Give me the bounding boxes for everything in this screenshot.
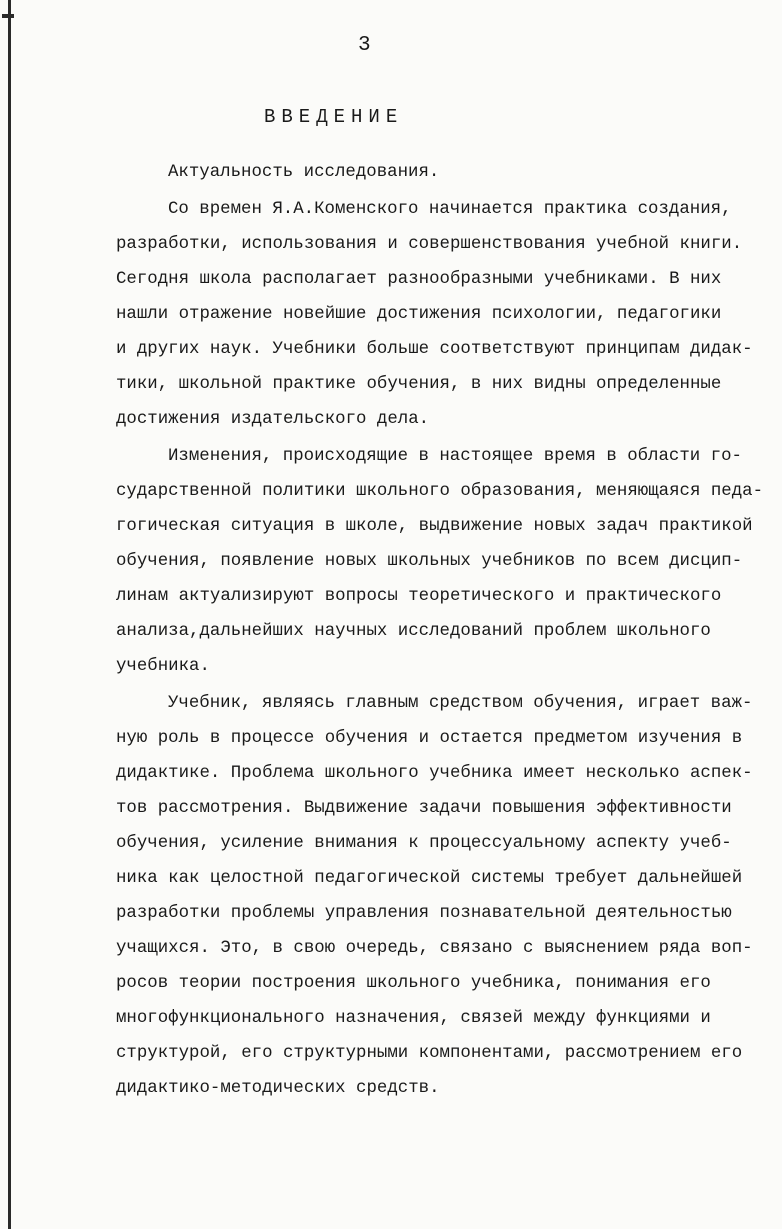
text-line: и других наук. Учебники больше соответствуют принципам дидак- — [116, 340, 753, 359]
page-edge-binding-line — [8, 0, 11, 1229]
text-line: разработки проблемы управления познавательной деятельностью — [116, 904, 732, 923]
text-line: тов рассмотрения. Выдвижение задачи повышения эффективности — [116, 799, 732, 818]
text-line: Сегодня школа располагает разнообразными учебниками. В них — [116, 270, 722, 289]
text-line: Изменения, происходящие в настоящее время в области го- — [168, 447, 742, 466]
text-line: структурой, его структурными компонентами, рассмотрением его — [116, 1044, 743, 1063]
text-line: гогическая ситуация в школе, выдвижение новых задач практикой — [116, 517, 753, 536]
text-line: тики, школьной практике обучения, в них видны определенные — [116, 375, 722, 394]
text-line: линам актуализируют вопросы теоретического и практического — [116, 587, 722, 606]
text-line: учебника. — [116, 657, 210, 676]
text-line: обучения, усиление внимания к процессуальному аспекту учеб- — [116, 834, 732, 853]
text-line: дидактико-методических средств. — [116, 1079, 440, 1098]
page-heading: ВВЕДЕНИЕ — [264, 106, 404, 128]
text-line: нашли отражение новейшие достижения психологии, педагогики — [116, 305, 722, 324]
text-line: разработки, использования и совершенствования учебной книги. — [116, 235, 743, 254]
text-line: росов теории построения школьного учебника, понимания его — [116, 974, 711, 993]
subheading: Актуальность исследования. — [168, 163, 440, 182]
text-line: Учебник, являясь главным средством обучения, играет важ- — [168, 694, 753, 713]
text-line: анализа,дальнейших научных исследований проблем школьного — [116, 622, 711, 641]
text-line: обучения, появление новых школьных учебников по всем дисцип- — [116, 552, 743, 571]
text-line: многофункционального назначения, связей между функциями и — [116, 1009, 711, 1028]
page-edge-binding-mark — [2, 14, 14, 18]
text-line: ную роль в процессе обучения и остается предметом изучения в — [116, 729, 743, 748]
page-number: 3 — [358, 34, 371, 57]
text-line: сударственной политики школьного образования, меняющаяся педа- — [116, 482, 764, 501]
text-line: учащихся. Это, в свою очередь, связано с выяснением ряда воп- — [116, 939, 753, 958]
text-line: достижения издательского дела. — [116, 410, 430, 429]
text-line: Со времен Я.А.Коменского начинается практика создания, — [168, 200, 732, 219]
text-line: дидактике. Проблема школьного учебника имеет несколько аспек- — [116, 764, 753, 783]
text-line: ника как целостной педагогической системы требует дальнейшей — [116, 869, 743, 888]
